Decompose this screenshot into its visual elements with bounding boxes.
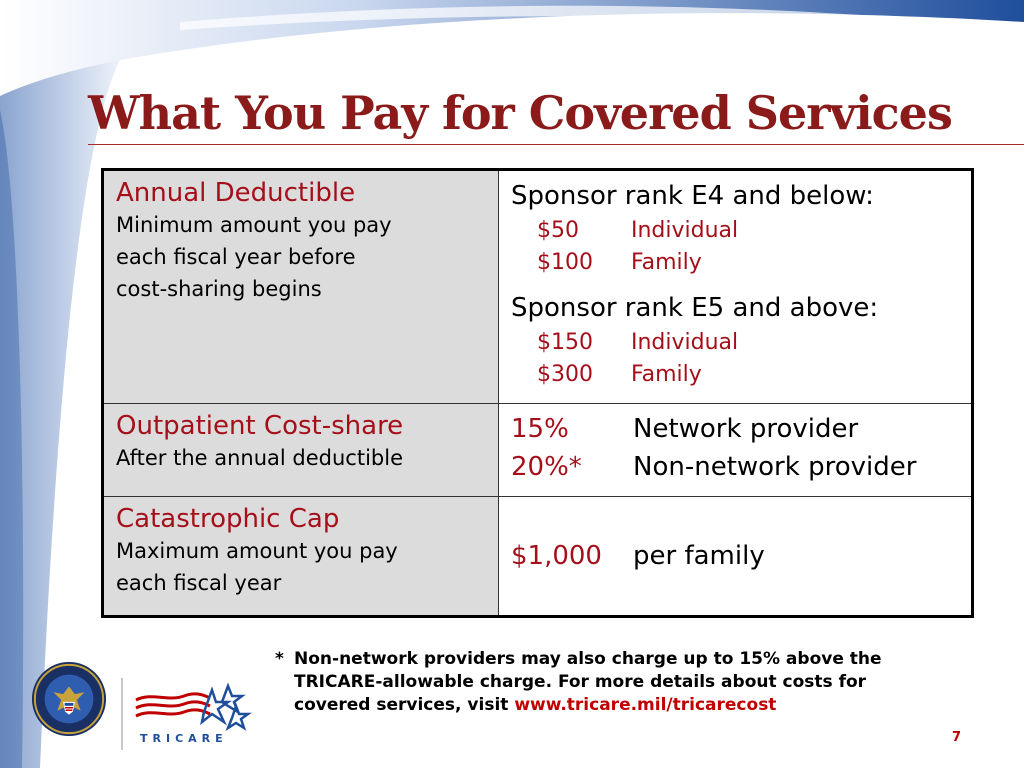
cost-share-heading: Outpatient Cost-share [116, 411, 404, 441]
cost-share-desc: After the annual deductible [116, 446, 404, 470]
footnote-marker: * [275, 649, 284, 669]
cost-share-item [511, 410, 959, 448]
dod-seal-icon [30, 660, 108, 738]
table-row-deductible [103, 170, 973, 404]
cost-share-label-cell [103, 404, 499, 497]
deductible-value-cell [499, 170, 973, 404]
title-divider [88, 144, 1024, 145]
tricare-cost-link[interactable]: www.tricare.mil/tricarecost [514, 695, 777, 715]
cap-label-cell [103, 497, 499, 617]
deductible-label-cell [103, 170, 499, 404]
deductible-amount: $150 [537, 330, 593, 355]
footnote-line: covered services, visit [294, 695, 515, 715]
cap-unit: per family [633, 541, 765, 571]
table-row-catastrophic-cap [103, 497, 973, 617]
deductible-item [511, 215, 959, 247]
rank-group-label: Sponsor rank E5 and above: [511, 293, 879, 323]
tricare-logo-icon [132, 672, 252, 750]
deductible-type: Individual [631, 330, 739, 355]
deductible-desc-line: Minimum amount you pay [116, 213, 392, 237]
footnote-line: TRICARE-allowable charge. For more details about costs for [294, 672, 867, 692]
cap-desc-line: Maximum amount you pay [116, 539, 398, 563]
deductible-heading: Annual Deductible [116, 178, 356, 208]
footnote [275, 648, 955, 717]
cost-share-provider: Network provider [633, 414, 859, 444]
cost-share-provider: Non-network provider [633, 452, 917, 482]
page-number: 7 [952, 730, 962, 745]
deductible-type: Family [631, 250, 702, 275]
page-title: What You Pay for Covered Services [88, 86, 952, 140]
cost-share-value-cell [499, 404, 973, 497]
cost-share-percent: 15% [511, 414, 569, 444]
deductible-item [511, 359, 959, 391]
footnote-line: Non-network providers may also charge up to 15% above the [294, 649, 882, 669]
cap-item [511, 537, 959, 575]
rank-group-label: Sponsor rank E4 and below: [511, 181, 874, 211]
cost-share-percent: 20%* [511, 452, 582, 482]
deductible-amount: $300 [537, 362, 593, 387]
tricare-wordmark: TRICARE [140, 732, 228, 745]
table-row-cost-share [103, 404, 973, 497]
logo-divider [121, 678, 123, 750]
cost-share-item [511, 448, 959, 486]
deductible-desc-line: each fiscal year before [116, 245, 356, 269]
deductible-amount: $100 [537, 250, 593, 275]
deductible-type: Family [631, 362, 702, 387]
cap-heading: Catastrophic Cap [116, 504, 340, 534]
cap-value-cell [499, 497, 973, 617]
deductible-type: Individual [631, 218, 739, 243]
cost-table [101, 168, 974, 618]
cap-amount: $1,000 [511, 541, 602, 571]
deductible-item [511, 247, 959, 279]
deductible-item [511, 327, 959, 359]
deductible-desc-line: cost-sharing begins [116, 277, 322, 301]
cap-desc-line: each fiscal year [116, 571, 282, 595]
deductible-amount: $50 [537, 218, 579, 243]
